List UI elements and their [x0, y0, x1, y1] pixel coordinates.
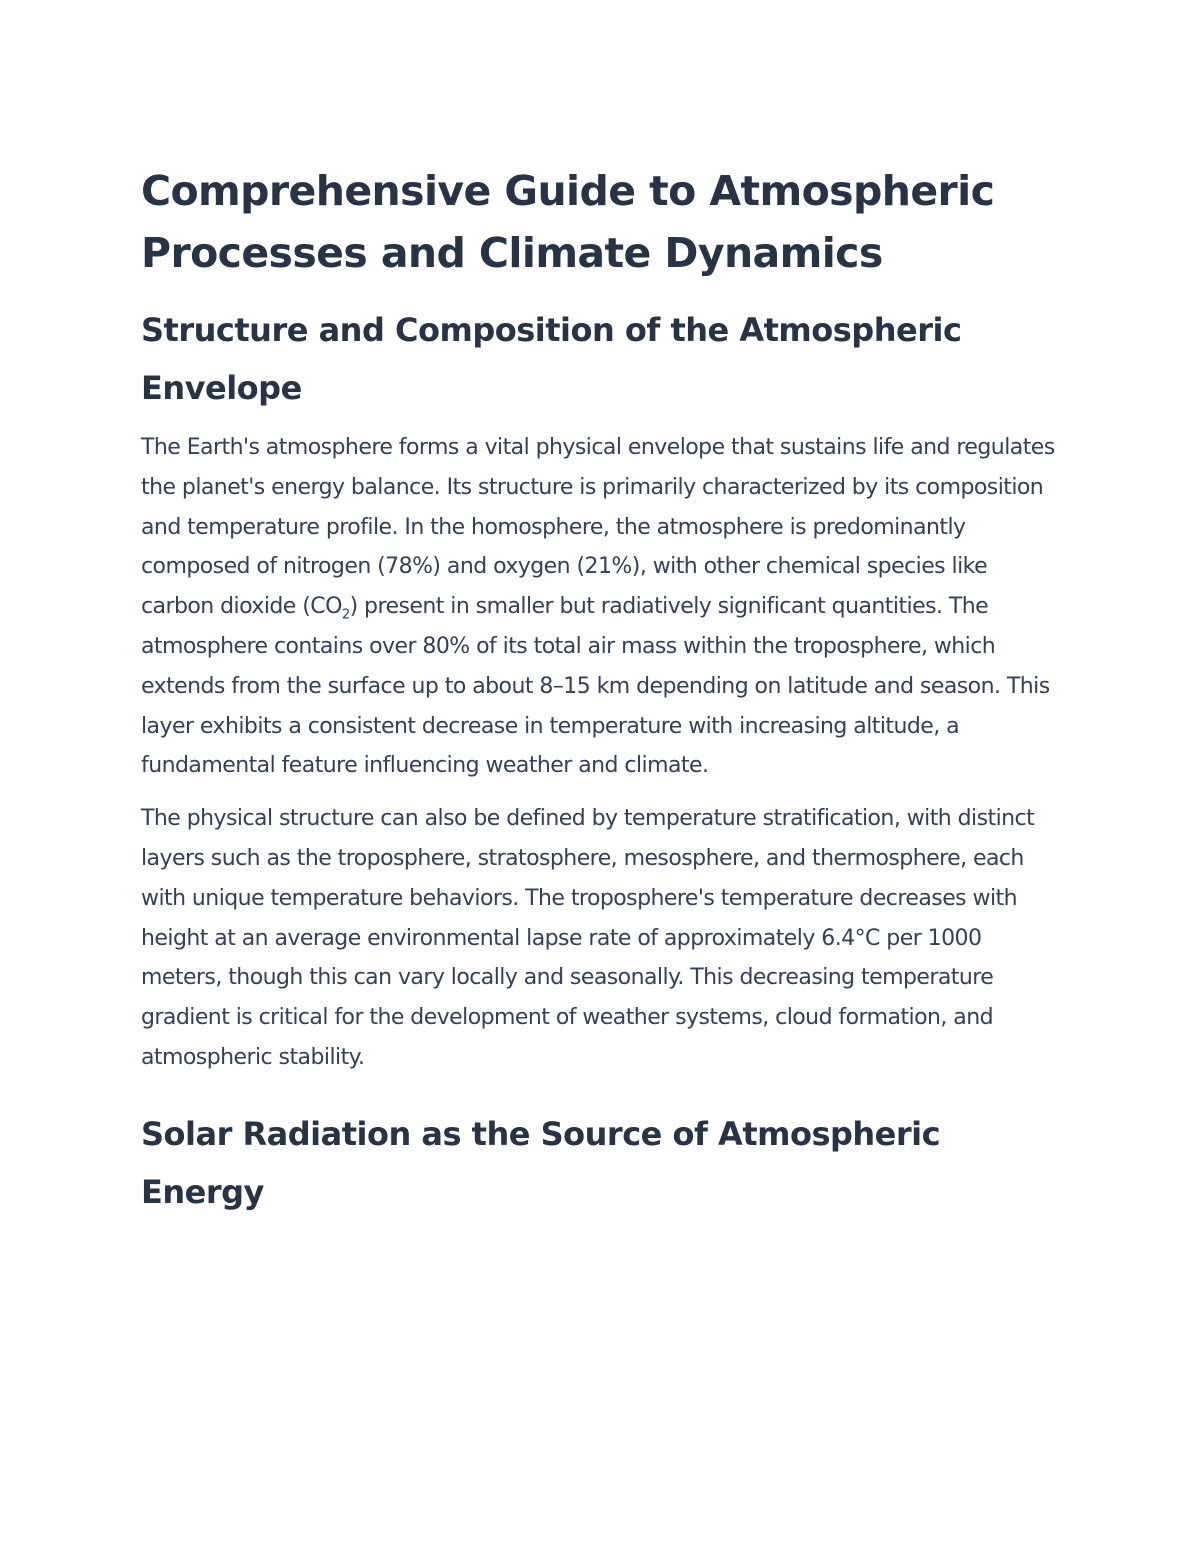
paragraph-stratification: The physical structure can also be defined by temperature stratification, with distinct layers such as the troposphere, stratosphere, mesosphere, and thermosphere, each with unique temperature behaviors. The troposphere's temperature decreases with height at an average environmental lapse rate of approximately 6.4°C per 1000 meters, though this can vary locally and seasonally. This decreasing temperature gradient is critical for the development of weather systems, cloud formation, and atmospheric stability.	[141, 806, 1035, 1070]
document-title: Comprehensive Guide to Atmospheric Processes and Climate Dynamics	[141, 167, 995, 277]
paragraph-composition	[141, 428, 1061, 786]
section-heading: Solar Radiation as the Source of Atmospheric Energy	[141, 1114, 941, 1211]
document-page	[141, 160, 1061, 1232]
section-solar-radiation	[141, 1105, 1061, 1221]
paragraph-text: ) present in smaller but radiatively significant quantities. The atmosphere contains over 80% of its total air mass within the troposphere, which extends from the surface up to about 8–15 km depending on latitude and season. This layer exhibits a consistent decrease in temperature with increasing altitude, a fundamental feature influencing weather and climate.	[141, 594, 1050, 779]
section-heading: Structure and Composition of the Atmospheric Envelope	[141, 311, 962, 407]
paragraph-text: The Earth's atmosphere forms a vital physical envelope that sustains life and regulates the planet's energy balance. Its structure is primarily characterized by its composition and temperature profile. In the homosphere, the atmosphere is predominantly composed of nitrogen (78%) and oxygen (21%), with other chemical species like carbon dioxide (CO	[141, 435, 1055, 620]
section-structure-composition	[141, 301, 1061, 1078]
subscript-2: 2	[341, 607, 350, 623]
